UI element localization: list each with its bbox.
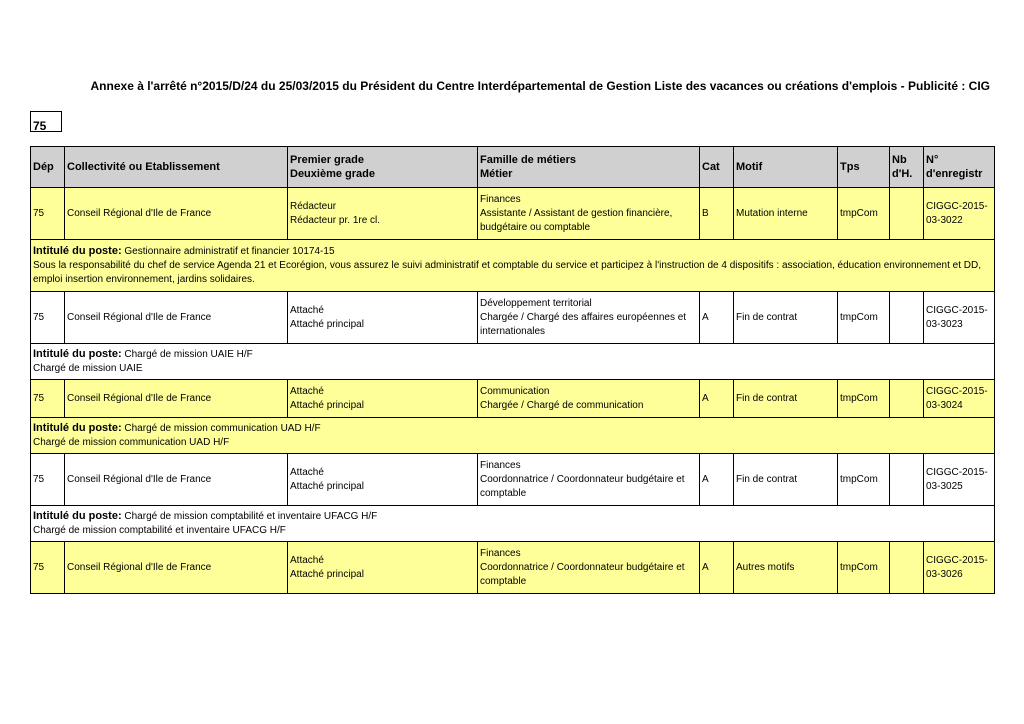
- cell-grades: [288, 380, 478, 418]
- cell-motif: Fin de contrat: [734, 380, 838, 418]
- header-grade-1: Premier grade: [290, 154, 364, 166]
- document-title: Annexe à l'arrêté n°2015/D/24 du 25/03/2015 du Président du Centre Interdépartemental de Gestion Liste des vacances ou créations d'emplois - Publicité : CIG: [90, 79, 990, 93]
- header-row: [31, 147, 995, 188]
- cell-nb: [890, 542, 924, 594]
- cell-cat: A: [700, 542, 734, 594]
- intitule-description: Chargé de mission comptabilité et inventaire UFACG H/F: [33, 525, 286, 536]
- cell-cat: B: [700, 188, 734, 240]
- header-metier: Métier: [480, 168, 513, 180]
- cell-famille: Développement territorial: [480, 297, 592, 309]
- intitule-label: Intitulé du poste:: [33, 422, 122, 434]
- intitule-cell: [31, 418, 995, 454]
- cell-collectivite: Conseil Régional d'Ile de France: [65, 542, 288, 594]
- intitule-row: [31, 418, 995, 454]
- cell-num: CIGGC-2015-03-3023: [924, 292, 995, 344]
- cell-motif: Autres motifs: [734, 542, 838, 594]
- table-row: [31, 188, 995, 240]
- cell-dep: 75: [31, 380, 65, 418]
- table-row: [31, 542, 995, 594]
- intitule-title: Chargé de mission communication UAD H/F: [124, 423, 321, 434]
- header-famille-metier: [478, 147, 700, 188]
- cell-dep: 75: [31, 542, 65, 594]
- header-dep: Dép: [31, 147, 65, 188]
- cell-grade-1: Attaché: [290, 304, 324, 316]
- intitule-row: [31, 344, 995, 380]
- cell-num: CIGGC-2015-03-3022: [924, 188, 995, 240]
- cell-grade-2: Rédacteur pr. 1re cl.: [290, 214, 381, 226]
- intitule-row: [31, 506, 995, 542]
- cell-tps: tmpCom: [838, 292, 890, 344]
- header-motif: Motif: [734, 147, 838, 188]
- cell-metier: Coordonnatrice / Coordonnateur budgétaire et comptable: [480, 473, 685, 499]
- header-collectivite: Collectivité ou Etablissement: [65, 147, 288, 188]
- header-famille: Famille de métiers: [480, 154, 576, 166]
- intitule-title: Chargé de mission UAIE H/F: [124, 349, 253, 360]
- cell-cat: A: [700, 380, 734, 418]
- cell-grades: [288, 292, 478, 344]
- intitule-cell: [31, 506, 995, 542]
- cell-grade-1: Rédacteur: [290, 200, 337, 212]
- cell-tps: tmpCom: [838, 454, 890, 506]
- intitule-label: Intitulé du poste:: [33, 245, 122, 257]
- cell-dep: 75: [31, 292, 65, 344]
- cell-metier: Coordonnatrice / Coordonnateur budgétaire et comptable: [480, 561, 685, 587]
- cell-grades: [288, 188, 478, 240]
- cell-num: CIGGC-2015-03-3025: [924, 454, 995, 506]
- cell-metier: Chargée / Chargé des affaires européennes et internationales: [480, 311, 687, 337]
- cell-famille: Finances: [480, 459, 521, 471]
- intitule-cell: [31, 240, 995, 292]
- cell-grade-1: Attaché: [290, 385, 324, 397]
- cell-nb: [890, 454, 924, 506]
- intitule-description: Chargé de mission UAIE: [33, 363, 143, 374]
- table-row: [31, 380, 995, 418]
- intitule-label: Intitulé du poste:: [33, 348, 122, 360]
- cell-nb: [890, 292, 924, 344]
- header-grades: [288, 147, 478, 188]
- cell-nb: [890, 380, 924, 418]
- cell-grade-2: Attaché principal: [290, 568, 364, 580]
- table-row: [31, 454, 995, 506]
- cell-dep: 75: [31, 454, 65, 506]
- cell-famille-metier: [478, 292, 700, 344]
- header-grade-2: Deuxième grade: [290, 168, 375, 180]
- cell-grade-2: Attaché principal: [290, 318, 364, 330]
- cell-tps: tmpCom: [838, 380, 890, 418]
- cell-collectivite: Conseil Régional d'Ile de France: [65, 380, 288, 418]
- cell-grade-2: Attaché principal: [290, 480, 364, 492]
- header-nb: Nb d'H.: [890, 147, 924, 188]
- cell-famille-metier: [478, 188, 700, 240]
- cell-famille: Finances: [480, 193, 521, 205]
- intitule-title: Gestionnaire administratif et financier 10174-15: [124, 246, 335, 257]
- cell-famille: Communication: [480, 385, 550, 397]
- cell-cat: A: [700, 454, 734, 506]
- cell-metier: Assistante / Assistant de gestion financière, budgétaire ou comptable: [480, 207, 673, 233]
- cell-num: CIGGC-2015-03-3026: [924, 542, 995, 594]
- cell-famille-metier: [478, 542, 700, 594]
- cell-collectivite: Conseil Régional d'Ile de France: [65, 188, 288, 240]
- cell-cat: A: [700, 292, 734, 344]
- cell-collectivite: Conseil Régional d'Ile de France: [65, 454, 288, 506]
- intitule-description: Chargé de mission communication UAD H/F: [33, 437, 230, 448]
- cell-grades: [288, 542, 478, 594]
- cell-motif: Fin de contrat: [734, 454, 838, 506]
- cell-motif: Mutation interne: [734, 188, 838, 240]
- cell-tps: tmpCom: [838, 542, 890, 594]
- cell-grade-1: Attaché: [290, 466, 324, 478]
- cell-famille-metier: [478, 380, 700, 418]
- cell-num: CIGGC-2015-03-3024: [924, 380, 995, 418]
- intitule-label: Intitulé du poste:: [33, 510, 122, 522]
- cell-nb: [890, 188, 924, 240]
- header-tps: Tps: [838, 147, 890, 188]
- intitule-cell: [31, 344, 995, 380]
- intitule-title: Chargé de mission comptabilité et inventaire UFACG H/F: [124, 511, 378, 522]
- header-num: N° d'enregistr: [924, 147, 995, 188]
- cell-grade-2: Attaché principal: [290, 399, 364, 411]
- vacancy-table: [30, 146, 995, 594]
- intitule-row: [31, 240, 995, 292]
- intitule-description: Sous la responsabilité du chef de service Agenda 21 et Ecorégion, vous assurez le suivi administratif et comptable du service et participez à l'instruction de 4 dispositifs : association, éducation environnement et DD, emploi insertion environnement, jardins solidaires.: [33, 260, 981, 285]
- cell-grade-1: Attaché: [290, 554, 324, 566]
- cell-famille: Finances: [480, 547, 521, 559]
- cell-famille-metier: [478, 454, 700, 506]
- cell-tps: tmpCom: [838, 188, 890, 240]
- page-number: 75: [30, 111, 62, 132]
- cell-dep: 75: [31, 188, 65, 240]
- cell-grades: [288, 454, 478, 506]
- header-cat: Cat: [700, 147, 734, 188]
- cell-metier: Chargée / Chargé de communication: [480, 399, 644, 411]
- cell-motif: Fin de contrat: [734, 292, 838, 344]
- table-row: [31, 292, 995, 344]
- cell-collectivite: Conseil Régional d'Ile de France: [65, 292, 288, 344]
